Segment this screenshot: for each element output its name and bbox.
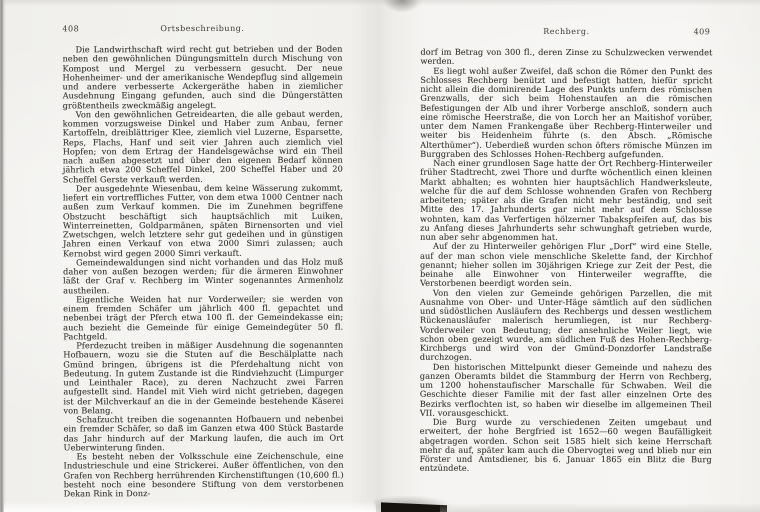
right-page-bottom-shadow (440, 503, 760, 512)
right-paragraph-2: Es liegt wohl außer Zweifel, daß schon die Römer den Punkt des Schlosses Rechberg benützt und befestigt hatten, hiefür spricht nicht allein die dominirende Lage des Punkts unfern des römischen Grenzwalls, der sich beim Hohenstaufen an die römischen Befestigungen der Alb und ihrer Vorberge anschloß, sondern auch eine römische Heerstraße, die von Lorch her an Maitishof vorüber, unter dem Namen Frankengaße über Rechberg-Hinterweiler und weiter bis Heidenheim führte (s. den Absch. „Römische Alterthümer“). Ueberdieß wurden schon öfters römische Münzen im Burggraben des Schlosses Hohen-Rechberg aufgefunden. (420, 65, 713, 159)
left-paragraph-4: Gemeindewaldungen sind nicht vorhanden und das Holz muß daher von außen bezogen werden; für die ärmeren Einwohner läßt der Graf v. Rechberg im Winter sogenanntes Armenholz austheilen. (63, 256, 344, 295)
left-running-header: Ortsbeschreibung. (160, 23, 245, 34)
right-page-header (420, 27, 712, 40)
left-paragraph-6: Pferdezucht treiben in mäßiger Ausdehnung die sogenannten Hofbauern, wozu sie die Stuten auf die Beschälplatte nach Gmünd bringen, übrigens ist die Pferdehaltung nicht von Bedeutung. In gutem Zustande ist die Rindviehzucht (Limpurger und Leinthaler Race), zu deren Nachzucht zwei Farren aufgestellt sind. Handel mit Vieh wird nicht getrieben, dagegen ist der Milchverkauf an die in der Gemeinde bestehende Käserei von Belang. (63, 339, 344, 416)
right-page-number: 409 (693, 27, 711, 37)
left-page-number: 408 (62, 24, 80, 34)
left-page (62, 24, 343, 499)
right-paragraph-3: Nach einer grundlosen Sage hatte der Ort Rechberg-Hinterweiler früher Stadtrecht, zwei Thore und durfte wöchentlich einen kleinen Markt abhalten; es wohnten hier hauptsächlich Handwerksleute, welche für die auf dem Schlosse wohnenden Grafen von Rechberg arbeiteten; später als die Grafen nicht mehr beständig, und seit Mitte des 17. Jahrhunderts gar nicht mehr auf dem Schlosse wohnten, kam das Verfertigen hölzerner Tabakspfeifen auf, das bis zu Anfang dieses Jahrhunderts sehr schwunghaft getrieben wurde, nun aber sehr abgenommen hat. (420, 157, 713, 242)
gutter-top-shadow (382, 0, 422, 16)
right-paragraph-7: Die Burg wurde zu verschiedenen Zeiten umgebaut und erweitert, der hohe Bergfried ist 1652—60 wegen Baufälligkeit abgetragen worden. Schon seit 1585 hielt sich keine Herrschaft mehr da auf, später kam auch die Obervogtei weg und blieb nur ein Förster und Amtsdiener, bis 6. Januar 1865 ein Blitz die Burg entzündete. (419, 416, 712, 474)
right-paragraph-1: dorf im Betrag von 300 fl., deren Zinse zu Schulzwecken verwendet werden. (420, 46, 713, 67)
right-paragraph-6: Den historischen Mittelpunkt dieser Gemeinde und nahezu des ganzen Oberamts bildet die Stammburg der Herrn von Rechberg, um 1200 hohenstaufischer Marschalle für Schwaben. Weil die Geschichte dieser Familie mit der fast aller einzelnen Orte des Bezirks verflochten ist, so haben wir dieselbe im allgemeinen Theil VII. vorausgeschickt. (419, 361, 712, 418)
right-paragraph-5: Von den vielen zur Gemeinde gehörigen Parzellen, die mit Ausnahme von Ober- und Unter-Häge sämtlich auf den südlichen und südöstlichen Ausläufern des Rechbergs und dessen westlichem Rückenausläufer malerisch herumliegen, ist nur Rechberg-Vorderweiler von Bedeutung; der ansehnliche Weiler liegt, wie schon oben gezeigt wurde, am südlichen Fuß des Hohen-Rechberg-Kirchbergs und wird von der Gmünd-Donzdorfer Landstraße durchzogen. (419, 287, 712, 363)
right-page-body (420, 48, 713, 474)
right-paragraph-4: Auf der zu Hinterweiler gehörigen Flur „Dorf“ wird eine Stelle, auf der man schon viele menschliche Skelette fand, der Kirchhof genannt; hieher sollen im 30jährigen Kriege zur Zeit der Pest, die beinahe alle Einwohner von Hinterweiler wegraffte, die Verstorbenen beerdigt worden sein. (419, 241, 713, 289)
book-left-edge (0, 0, 5, 512)
top-edge-shadow (0, 0, 760, 6)
left-page-header (62, 24, 342, 37)
left-paragraph-5: Eigentliche Weiden hat nur Vorderweiler; sie werden von einem fremden Schäfer um jährlich 400 fl. gepachtet und nebenbei trägt der Pferch etwa 100 fl. der Gemeindekasse ein; auch bezieht die Gemeinde für einige Gemeindegüter 50 fl. Pachtgeld. (63, 293, 344, 342)
left-paragraph-3: Der ausgedehnte Wiesenbau, dem keine Wässerung zukommt, liefert ein vortreffliches Futter, von dem etwa 1000 Centner nach außen zum Verkauf kommen. Die im Zunehmen begriffene Obstzucht beschäftigt sich hauptsächlich mit Luiken, Winterreinetten, Goldparmänen, späten Birnensorten und viel Zwetschgen, welch letztere sehr gut gedeihen und in günstigen Jahren einen Verkauf von etwa 2000 Simri zulassen; auch Kernobst wird gegen 2000 Simri verkauft. (62, 182, 343, 258)
left-page-body (62, 45, 343, 499)
left-paragraph-2: Von den gewöhnlichen Getreidearten, die alle gebaut werden, kommen vorzugsweise Dinkel und Haber zum Anbau, ferner Kartoffeln, dreiblättriger Klee, ziemlich viel Luzerne, Esparsette, Reps, Flachs, Hanf und seit vier Jahren auch ziemlich viel Hopfen; von dem Ertrag der Handelsgewächse wird ein Theil nach außen abgesetzt und über den eigenen Bedarf können jährlich etwa 200 Scheffel Dinkel, 200 Scheffel Haber und 20 Scheffel Gerste verkauft werden. (62, 108, 343, 184)
left-paragraph-8: Es besteht neben der Volksschule eine Zeichenschule, eine Industrieschule und eine Strickerei. Außer öffentlichen, von den Grafen von Rechberg herrührenden Kirchenstiftungen (10,600 fl.) besteht noch eine besondere Stiftung von dem verstorbenen Dekan Rink in Donz- (63, 450, 344, 499)
right-running-header: Rechberg. (543, 26, 590, 37)
left-paragraph-1: Die Landwirthschaft wird recht gut betrieben und der Boden neben den gewöhnlichen Düngungsmitteln durch Mischung von Kompost und Mergel zu verbessern gesucht. Der neue Hohenheimer- und der amerikanische Wendepflug sind allgemein und andere verbesserte Ackergeräthe haben in ziemlicher Ausdehnung Eingang gefunden, auch sind die Düngerstätten größtentheils zweckmäßig angelegt. (62, 43, 343, 110)
right-page (420, 27, 713, 474)
left-page-bottom-edge (4, 501, 376, 512)
left-paragraph-7: Schafzucht treiben die sogenannten Hofbauern und nebenbei ein fremder Schäfer, so daß im Ganzen etwa 400 Stück Bastarde das Jahr hindurch auf der Markung laufen, die auch im Ort Ueberwinterung finden. (63, 413, 344, 453)
